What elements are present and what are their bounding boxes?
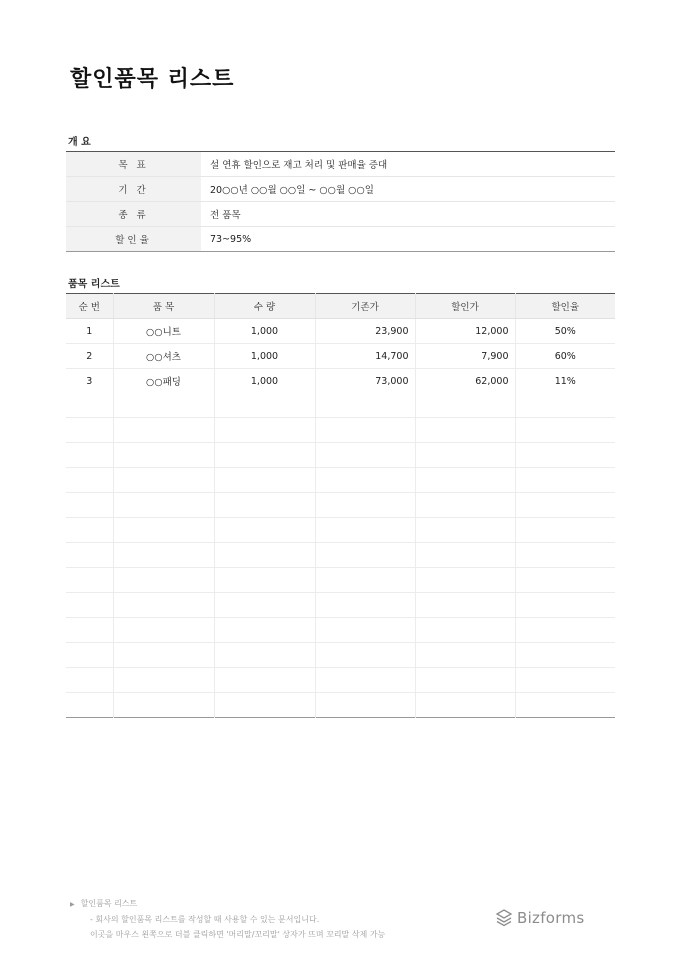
overview-label: 기 간 — [66, 177, 201, 202]
footer-line-1: - 회사의 할인품목 리스트를 작성할 때 사용할 수 있는 문서입니다. — [90, 915, 320, 924]
empty-cell — [66, 643, 113, 668]
empty-cell — [515, 568, 615, 593]
table-row — [66, 344, 615, 369]
overview-label: 목 표 — [66, 152, 201, 177]
cell-discount-price: 12,000 — [415, 319, 515, 344]
empty-cell — [214, 493, 315, 518]
empty-cell — [415, 418, 515, 443]
empty-table-row — [66, 418, 615, 443]
cell-item: ○○패딩 — [113, 369, 214, 394]
empty-cell — [66, 543, 113, 568]
header-item: 품 목 — [113, 294, 214, 319]
empty-cell — [515, 593, 615, 618]
empty-cell — [66, 493, 113, 518]
empty-cell — [415, 493, 515, 518]
empty-cell — [315, 643, 415, 668]
footer-note — [70, 896, 385, 942]
empty-table-row — [66, 643, 615, 668]
header-original-price: 기존가 — [315, 294, 415, 319]
logo-text: Bizforms — [517, 909, 585, 927]
bullet-icon: ▶ — [70, 901, 75, 908]
header-discount-rate: 할인율 — [515, 294, 615, 319]
overview-value: 73~95% — [210, 233, 252, 245]
empty-cell — [515, 443, 615, 468]
empty-cell — [415, 543, 515, 568]
empty-cell — [214, 593, 315, 618]
empty-table-row — [66, 468, 615, 493]
overview-label: 할인율 — [66, 227, 201, 252]
empty-cell — [315, 618, 415, 643]
table-row — [66, 319, 615, 344]
empty-rows — [66, 393, 615, 718]
empty-table-row — [66, 618, 615, 643]
empty-cell — [415, 643, 515, 668]
empty-cell — [515, 518, 615, 543]
overview-table — [66, 151, 615, 252]
cell-discount-rate: 60% — [515, 344, 615, 369]
empty-cell — [515, 393, 615, 418]
footer-line-2: 이곳을 마우스 왼쪽으로 더블 클릭하면 '머리말/꼬리말' 상자가 뜨며 꼬리말 삭제 가능 — [90, 930, 386, 939]
header-no: 순 번 — [66, 294, 113, 319]
empty-cell — [415, 668, 515, 693]
overview-label: 종 류 — [66, 202, 201, 227]
empty-cell — [113, 468, 214, 493]
cell-quantity: 1,000 — [214, 344, 315, 369]
empty-cell — [315, 668, 415, 693]
empty-table-row — [66, 568, 615, 593]
empty-cell — [113, 643, 214, 668]
overview-value: 설 연휴 할인으로 재고 처리 및 판매율 증대 — [201, 152, 615, 177]
overview-row-goal — [66, 152, 615, 177]
empty-cell — [214, 443, 315, 468]
empty-cell — [66, 593, 113, 618]
empty-cell — [515, 668, 615, 693]
empty-cell — [66, 693, 113, 718]
items-section-label: 품목 리스트 — [68, 279, 120, 290]
empty-cell — [315, 593, 415, 618]
empty-cell — [415, 518, 515, 543]
empty-cell — [214, 518, 315, 543]
empty-cell — [66, 443, 113, 468]
empty-cell — [315, 443, 415, 468]
cell-item: ○○셔츠 — [113, 344, 214, 369]
empty-cell — [315, 568, 415, 593]
empty-cell — [66, 468, 113, 493]
empty-table-row — [66, 593, 615, 618]
cell-discount-rate: 11% — [515, 369, 615, 394]
empty-cell — [214, 618, 315, 643]
overview-row-type — [66, 202, 615, 227]
empty-cell — [415, 693, 515, 718]
empty-cell — [113, 693, 214, 718]
empty-cell — [315, 693, 415, 718]
empty-cell — [113, 618, 214, 643]
empty-cell — [315, 543, 415, 568]
overview-row-discount-rate — [66, 227, 615, 252]
empty-table-row — [66, 393, 615, 418]
empty-cell — [515, 618, 615, 643]
empty-cell — [66, 618, 113, 643]
empty-cell — [214, 568, 315, 593]
empty-cell — [214, 668, 315, 693]
empty-cell — [113, 443, 214, 468]
empty-cell — [415, 618, 515, 643]
empty-table-row — [66, 493, 615, 518]
empty-cell — [214, 543, 315, 568]
cell-original-price: 73,000 — [315, 369, 415, 394]
empty-cell — [113, 668, 214, 693]
empty-cell — [113, 493, 214, 518]
bizforms-logo — [495, 909, 585, 927]
empty-cell — [66, 568, 113, 593]
empty-cell — [214, 418, 315, 443]
empty-cell — [415, 568, 515, 593]
header-discount-price: 할인가 — [415, 294, 515, 319]
cell-quantity: 1,000 — [214, 319, 315, 344]
footer-heading: 할인품목 리스트 — [80, 899, 138, 908]
empty-cell — [66, 518, 113, 543]
page-title: 할인품목 리스트 — [70, 67, 235, 92]
empty-table-row — [66, 543, 615, 568]
header-quantity: 수 량 — [214, 294, 315, 319]
cell-quantity: 1,000 — [214, 369, 315, 394]
empty-cell — [214, 693, 315, 718]
empty-cell — [315, 393, 415, 418]
empty-cell — [214, 468, 315, 493]
overview-value: 전 품목 — [201, 202, 615, 227]
empty-cell — [515, 468, 615, 493]
cell-no: 2 — [66, 344, 113, 369]
cell-no: 1 — [66, 319, 113, 344]
items-header-row — [66, 294, 615, 319]
empty-cell — [415, 468, 515, 493]
empty-cell — [113, 593, 214, 618]
empty-cell — [515, 693, 615, 718]
empty-cell — [113, 418, 214, 443]
table-row — [66, 369, 615, 394]
empty-cell — [515, 493, 615, 518]
empty-cell — [315, 418, 415, 443]
empty-table-row — [66, 443, 615, 468]
empty-cell — [315, 468, 415, 493]
empty-cell — [214, 393, 315, 418]
cell-original-price: 23,900 — [315, 319, 415, 344]
empty-cell — [415, 593, 515, 618]
empty-cell — [66, 393, 113, 418]
empty-cell — [515, 543, 615, 568]
empty-cell — [66, 418, 113, 443]
cell-item: ○○니트 — [113, 319, 214, 344]
empty-table-row — [66, 518, 615, 543]
cell-discount-price: 7,900 — [415, 344, 515, 369]
empty-table-row — [66, 668, 615, 693]
overview-value: 20○○년 ○○월 ○○일 ~ ○○월 ○○일 — [201, 177, 615, 202]
empty-cell — [415, 443, 515, 468]
empty-cell — [315, 518, 415, 543]
footer-heading-line — [70, 896, 385, 912]
empty-table-row — [66, 693, 615, 718]
cell-no: 3 — [86, 375, 93, 387]
cell-discount-price: 62,000 — [415, 369, 515, 394]
empty-cell — [415, 393, 515, 418]
empty-cell — [113, 518, 214, 543]
empty-cell — [315, 493, 415, 518]
items-table — [66, 293, 615, 718]
cell-discount-rate: 50% — [515, 319, 615, 344]
empty-cell — [515, 643, 615, 668]
overview-section-label: 개 요 — [68, 137, 91, 148]
empty-cell — [214, 643, 315, 668]
empty-cell — [515, 418, 615, 443]
empty-cell — [113, 568, 214, 593]
overview-row-period — [66, 177, 615, 202]
empty-cell — [113, 393, 214, 418]
cell-original-price: 14,700 — [315, 344, 415, 369]
empty-cell — [66, 668, 113, 693]
bizforms-logo-icon — [495, 909, 513, 927]
empty-cell — [113, 543, 214, 568]
